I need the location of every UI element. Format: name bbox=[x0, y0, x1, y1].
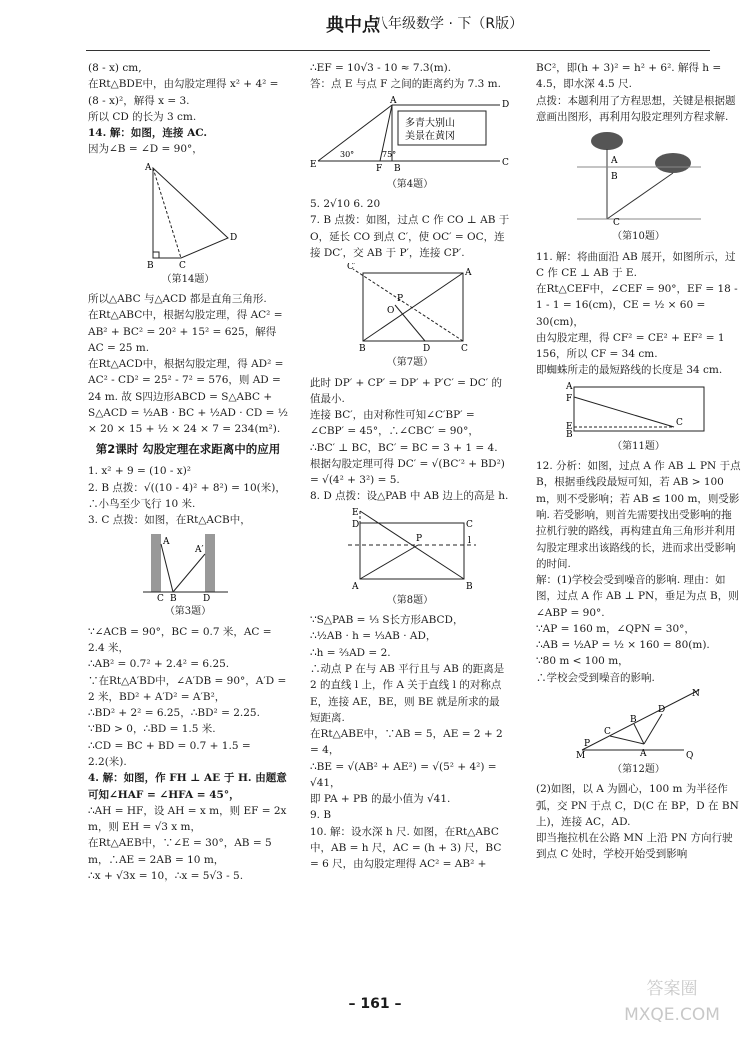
svg-text:C: C bbox=[675, 417, 683, 428]
text-line: 在Rt△ACD中，根据勾股定理，得 AD² = AC² - CD² = 25² - 7² = 576，则 AD = 24 m. 故 S四边形ABCD = S△ABC + S△ACD = ½AB · BC + ½AD · CD = ½ × 20 × 15 + ½ × 24 × 7 = 234(m²). bbox=[88, 358, 288, 436]
figure-caption: （第11题） bbox=[612, 440, 665, 452]
text-line: ∴学校会受到噪音的影响. bbox=[536, 671, 655, 684]
svg-text:C: C bbox=[612, 218, 620, 228]
answer-3: 3. C 点拨：如图，在Rt△ACB中， bbox=[88, 514, 251, 527]
svg-text:C: C bbox=[502, 157, 509, 168]
svg-text:C: C bbox=[603, 726, 611, 737]
text-line: ∴CD = BC + BD = 0.7 + 1.5 = 2.2(米). bbox=[88, 739, 251, 768]
figure-4 bbox=[310, 95, 510, 175]
column-3 bbox=[536, 60, 741, 863]
text-line: 即蜘蛛所走的最短路线的长度是 34 cm. bbox=[536, 364, 723, 377]
answer-11: 11. 解：将曲面沿 AB 展开，如图所示，过 C 作 CE ⊥ AB 于 E. bbox=[536, 250, 736, 279]
svg-text:N: N bbox=[691, 688, 700, 699]
svg-text:B: B bbox=[466, 581, 473, 591]
section-heading: 第2课时 勾股定理在求距离中的应用 bbox=[95, 442, 281, 457]
svg-text:B: B bbox=[565, 429, 573, 437]
svg-text:C: C bbox=[179, 260, 186, 270]
answer-12: 12. 分析：如图，过点 A 作 AB ⊥ PN 于点 B，根据垂线段最短可知，若 AB > 100 m，则不受影响；若 AB ≤ 100 m，则受影响. 若受影响，则首先需要找出受影响的拖拉机行驶的路线，再构建直角三角形并利用勾股定理求出该路线的长，进而求出受影响的时间. bbox=[536, 460, 741, 570]
answer-10: 10. 解：设水深 h 尺. 如图，在Rt△ABC中，AB = h 尺，AC = (h + 3) 尺，BC = 6 尺，由勾股定理得 AC² = AB² + bbox=[310, 825, 502, 871]
figure-10-lotus bbox=[569, 127, 709, 227]
svg-text:A: A bbox=[610, 156, 617, 167]
figure-caption: （第8题） bbox=[386, 594, 434, 606]
svg-text:C: C bbox=[461, 344, 468, 354]
sign-line-1: 多青大别山 bbox=[405, 117, 455, 129]
svg-text:O: O bbox=[387, 306, 395, 317]
svg-text:B: B bbox=[629, 714, 637, 725]
svg-text:C′: C′ bbox=[347, 263, 356, 273]
figure-11 bbox=[564, 381, 714, 437]
book-title: 八年级数学 · 下（R版） bbox=[374, 16, 524, 32]
svg-text:F: F bbox=[565, 393, 572, 404]
text-line: ∴x + √3x = 10，∴x = 5√3 - 5. bbox=[88, 869, 244, 882]
svg-text:C: C bbox=[466, 519, 473, 530]
text-line: ∴AB = ½AP = ½ × 160 = 80(m). bbox=[536, 639, 710, 652]
text-line: ∵BD > 0，∴BD = 1.5 米. bbox=[88, 723, 216, 736]
text-line: ∴BE = √(AB² + AE²) = √(5² + 4²) = √41， bbox=[310, 760, 497, 789]
text-line: 所以 CD 的长为 3 cm. bbox=[88, 110, 197, 123]
figure-caption: （第12题） bbox=[612, 763, 665, 775]
sign-line-2: 美景在黄冈 bbox=[405, 130, 455, 142]
text-line: 所以△ABC 与△ACD 都是直角三角形. bbox=[88, 293, 267, 306]
text-line: ∴BC′ ⊥ BC，BC′ = BC = 3 + 1 = 4. bbox=[310, 441, 498, 454]
svg-text:D: D bbox=[230, 232, 238, 243]
figure-12 bbox=[574, 688, 704, 760]
svg-text:E: E bbox=[565, 421, 573, 432]
figure-8 bbox=[340, 507, 480, 591]
svg-text:P: P bbox=[397, 294, 404, 305]
text-line: ∴h = ⅔AD = 2. bbox=[310, 646, 391, 659]
figure-3 bbox=[133, 530, 243, 602]
text-line: (2)如图，以 A 为圆心，100 m 为半径作弧，交 PN 于点 C，D(C 在 BP，D 在 BN 上)，连接 AC，AD. bbox=[536, 783, 739, 828]
text-line: ∵∠ACB = 90°，BC = 0.7 米，AC = 2.4 米， bbox=[88, 625, 272, 655]
svg-text:D: D bbox=[423, 344, 431, 354]
text-line: 在Rt△CEF中，∠CEF = 90°，EF = 18 - 1 - 1 = 16(cm)，CE = ½ × 60 = 30(cm)， bbox=[536, 283, 738, 328]
question-14: 14. 解：如图，连接 AC. bbox=[88, 127, 208, 140]
svg-text:E: E bbox=[310, 159, 317, 170]
figure-14 bbox=[133, 160, 243, 270]
svg-text:B: B bbox=[147, 260, 154, 270]
svg-text:D: D bbox=[502, 99, 510, 110]
svg-text:75°: 75° bbox=[382, 149, 397, 159]
text-line: 此时 DP′ + CP′ = DP′ + P′C′ = DC′ 的值最小. bbox=[310, 376, 502, 405]
answer-4: 4. 解：如图，作 FH ⊥ AE 于 H. 由题意可知∠HAF = ∠HFA = 45°， bbox=[88, 772, 287, 801]
svg-text:F: F bbox=[376, 163, 383, 174]
text-line: ∵AP = 160 m，∠QPN = 30°， bbox=[536, 622, 695, 635]
svg-text:D: D bbox=[657, 704, 665, 715]
text-line: 答：点 E 与点 F 之间的距离约为 7.3 m. bbox=[310, 78, 501, 91]
svg-text:D: D bbox=[352, 519, 360, 530]
text-line: ∴AB² = 0.7² + 2.4² = 6.25. bbox=[88, 658, 230, 671]
text-line: ∴动点 P 在与 AB 平行且与 AB 的距离是 2 的直线 l 上，作 A 关于直线 l 的对称点 E，连接 AE，BE，则 BE 就是所求的最短距离. bbox=[310, 663, 505, 724]
text-line: 即 PA + PB 的最小值为 √41. bbox=[310, 793, 451, 806]
figure-caption: （第7题） bbox=[386, 357, 434, 369]
text-line: ∴BD² + 2² = 6.25，∴BD² = 2.25. bbox=[88, 707, 260, 720]
text-line: 点拨：本题利用了方程思想，关键是根据题意画出图形，再利用勾股定理列方程求解. bbox=[536, 94, 736, 123]
text-line: 由勾股定理，得 CF² = CE² + EF² = 1 156，所以 CF = 34 cm. bbox=[536, 331, 725, 361]
svg-text:A: A bbox=[639, 748, 646, 759]
text-line: ∵S△PAB = ⅓ S长方形ABCD， bbox=[310, 614, 464, 627]
svg-text:A: A bbox=[465, 268, 472, 279]
svg-text:B: B bbox=[610, 172, 618, 183]
page-number: – 161 – bbox=[348, 996, 402, 1012]
text-line: 在Rt△ABC中，根据勾股定理，得 AC² = AB² + BC² = 20² + 15² = 625，解得 AC = 25 m. bbox=[88, 309, 283, 354]
svg-text:P: P bbox=[583, 738, 590, 749]
svg-text:A: A bbox=[565, 381, 572, 392]
svg-text:Q: Q bbox=[685, 750, 693, 760]
text-line: 即当拖拉机在公路 MN 上沿 PN 方向行驶到点 C 处时，学校开始受到影响 bbox=[536, 832, 733, 861]
text-line: 在Rt△ABE中，∵AB = 5，AE = 2 + 2 = 4， bbox=[310, 728, 503, 757]
svg-text:A′: A′ bbox=[195, 545, 204, 556]
text-line: ∵在Rt△A′BD中，∠A′DB = 90°，A′D = 2 米，BD² + A′D² = A′B²， bbox=[88, 674, 287, 703]
brand-logo: 典中点 bbox=[326, 15, 380, 36]
header-rule bbox=[86, 50, 710, 51]
svg-text:P: P bbox=[416, 533, 423, 544]
text-line: 连接 BC′，由对称性可知∠C′BP′ = ∠CBP′ = 45°，∴∠CBC′ = 90°， bbox=[310, 409, 479, 438]
svg-text:B: B bbox=[359, 344, 366, 354]
text-line: BC²，即(h + 3)² = h² + 6². 解得 h = 4.5，即水深 4.5 尺. bbox=[536, 62, 722, 91]
text-line: ∴AH = HF，设 AH = x m，则 EF = 2x m，则 EH = √3 x m， bbox=[88, 804, 287, 834]
text-line: 解：(1)学校会受到噪音的影响. 理由：如图，过点 A 作 AB ⊥ PN，垂足为点 B，则∠ABP = 90°. bbox=[536, 574, 739, 619]
text-line: (8 - x) cm, bbox=[88, 62, 142, 74]
figure-7 bbox=[345, 263, 475, 353]
watermark-logo: 答案圈 MXQE.COM bbox=[624, 979, 720, 1026]
svg-text:l: l bbox=[468, 535, 471, 546]
answer-7: 7. B 点拨：如图，过点 C 作 CO ⊥ AB 于 O，延长 CO 到点 C′，使 OC′ = OC，连接 DC′，交 AB 于 P′，连接 CP′. bbox=[310, 214, 510, 259]
text-line: ∴EF = 10√3 - 10 ≈ 7.3(m). bbox=[310, 62, 452, 74]
answer-1: 1. x² + 9 = (10 - x)² bbox=[88, 465, 192, 478]
answer-2: 2. B 点拨：√((10 - 4)² + 8²) = 10(米)，∴小鸟至少飞行 10 米. bbox=[88, 481, 286, 510]
svg-text:E: E bbox=[352, 507, 359, 518]
svg-text:M: M bbox=[575, 750, 585, 760]
svg-text:B: B bbox=[170, 594, 177, 603]
svg-text:C: C bbox=[157, 594, 164, 603]
text-line: ∴½AB · h = ⅓AB · AD， bbox=[310, 630, 437, 643]
text-line: 在Rt△BDE中，由勾股定理得 x² + 4² = (8 - x)²，解得 x = 3. bbox=[88, 78, 279, 107]
figure-caption: （第4题） bbox=[386, 178, 434, 190]
svg-text:A: A bbox=[390, 95, 397, 106]
svg-text:A: A bbox=[352, 581, 359, 591]
figure-caption: （第14题） bbox=[161, 273, 215, 285]
page-header bbox=[0, 0, 750, 52]
answer-9: 9. B bbox=[310, 809, 332, 822]
text-line: 根据勾股定理可得 DC′ = √(BC′² + BD²) = √(4² + 3²) = 5. bbox=[310, 457, 505, 487]
svg-text:B: B bbox=[394, 163, 401, 174]
column-2 bbox=[310, 60, 510, 872]
figure-caption: （第10题） bbox=[612, 231, 665, 243]
text-line: 因为∠B = ∠D = 90°， bbox=[88, 143, 203, 156]
text-line: 在Rt△AEB中，∵∠E = 30°，AB = 5 m，∴AE = 2AB = 10 m， bbox=[88, 837, 272, 866]
svg-text:A: A bbox=[145, 162, 152, 173]
answer-8: 8. D 点拨：设△PAB 中 AB 边上的高是 h. bbox=[310, 490, 509, 503]
svg-text:30°: 30° bbox=[340, 149, 355, 159]
figure-caption: （第3题） bbox=[164, 606, 212, 618]
svg-text:D: D bbox=[203, 594, 211, 603]
answer-5-6: 5. 2√10 6. 20 bbox=[310, 198, 381, 211]
column-1 bbox=[88, 60, 288, 884]
text-line: ∵80 m < 100 m， bbox=[536, 655, 629, 668]
svg-text:A: A bbox=[163, 537, 170, 548]
